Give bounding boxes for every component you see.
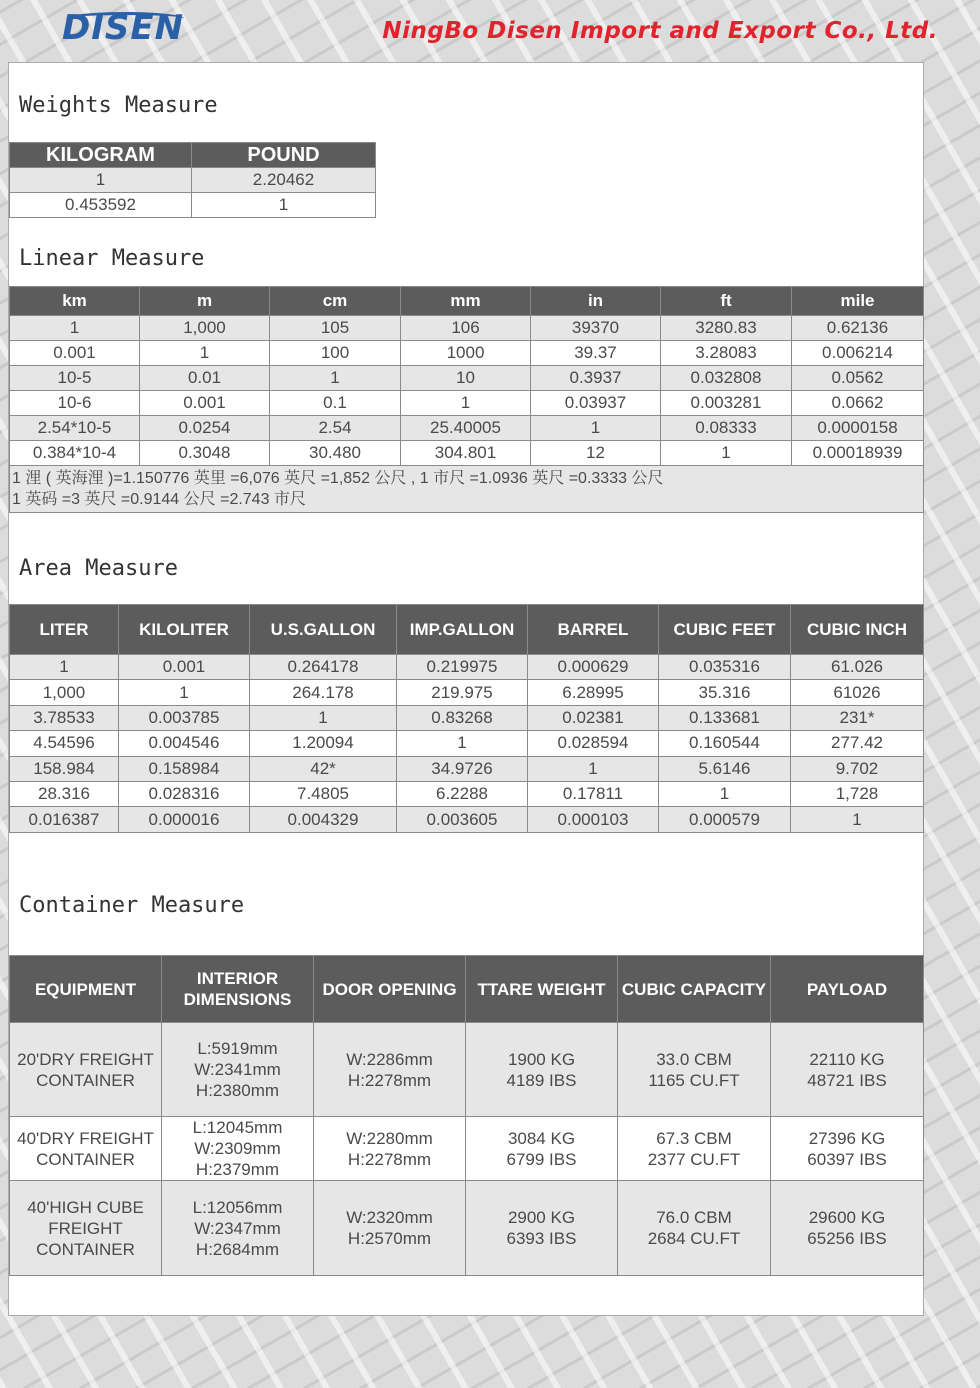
content-panel <box>8 62 924 1316</box>
table-cell: 0.160544 <box>659 731 791 756</box>
table-cell <box>466 1181 618 1276</box>
note-line: 1 浬 ( 英海浬 )=1.150776 英里 =6,076 英尺 =1,852 公尺 , 1 市尺 =1.0936 英尺 =0.3333 公尺 <box>12 470 664 487</box>
linear-header-cell: mm <box>401 287 531 316</box>
table-row <box>10 731 924 756</box>
table-row <box>10 680 924 705</box>
cell-line: L:12045mm <box>192 1118 283 1137</box>
table-cell: 304.801 <box>401 441 531 466</box>
table-cell: 1000 <box>401 341 531 366</box>
linear-header-cell: cm <box>270 287 401 316</box>
cell-line: CONTAINER <box>36 1239 135 1259</box>
area-table <box>9 604 924 833</box>
table-cell: 231* <box>791 705 924 730</box>
table-cell: 0.032808 <box>661 366 792 391</box>
table-row <box>10 655 924 680</box>
table-cell <box>618 1181 771 1276</box>
company-name: NingBo Disen Import and Export Co., Ltd. <box>382 18 938 44</box>
table-cell: 39370 <box>531 316 661 341</box>
table-cell: 1 <box>791 807 924 832</box>
cell-line: 4189 IBS <box>506 1070 577 1090</box>
table-cell <box>466 1117 618 1181</box>
table-cell: 1 <box>661 441 792 466</box>
table-cell: 0.016387 <box>10 807 119 832</box>
cell-line: 60397 IBS <box>807 1149 887 1169</box>
table-cell: 0.3048 <box>140 441 270 466</box>
table-cell: 1,000 <box>10 680 119 705</box>
table-row <box>10 1117 924 1181</box>
table-cell: 0.264178 <box>250 655 397 680</box>
linear-header-cell: m <box>140 287 270 316</box>
table-cell <box>771 1181 924 1276</box>
cell-line: 1165 CU.FT <box>648 1070 740 1090</box>
disen-logo <box>62 8 184 48</box>
table-cell: 0.133681 <box>659 705 791 730</box>
cell-line: 20'DRY FREIGHT <box>17 1049 154 1069</box>
area-header-cell: CUBIC INCH <box>791 605 924 655</box>
table-cell: 106 <box>401 316 531 341</box>
container-header-cell <box>10 956 162 1023</box>
table-cell <box>771 1023 924 1117</box>
table-cell: 0.000016 <box>119 807 250 832</box>
table-cell <box>10 1117 162 1181</box>
container-header-cell <box>314 956 466 1023</box>
table-cell: 2.54*10-5 <box>10 416 140 441</box>
table-cell: 6.28995 <box>528 680 659 705</box>
notes-row <box>10 466 924 513</box>
table-cell: 1 <box>397 731 528 756</box>
table-cell: 0.3937 <box>531 366 661 391</box>
table-cell: 9.702 <box>791 756 924 781</box>
cell-line: H:2278mm <box>347 1149 432 1169</box>
container-header-cell <box>466 956 618 1023</box>
cell-line: 76.0 CBM <box>656 1208 732 1227</box>
table-cell <box>314 1181 466 1276</box>
table-cell: 1 <box>270 366 401 391</box>
cell-line: 2377 CU.FT <box>647 1149 741 1169</box>
table-cell: 0.004546 <box>119 731 250 756</box>
cell-line: FREIGHT <box>48 1218 123 1238</box>
page-header <box>0 0 980 48</box>
table-cell: 277.42 <box>791 731 924 756</box>
table-row <box>10 441 924 466</box>
table-cell: 0.003281 <box>661 391 792 416</box>
table-cell: 0.0254 <box>140 416 270 441</box>
table-row <box>10 416 924 441</box>
container-header-cell <box>618 956 771 1023</box>
table-cell: 0.001 <box>140 391 270 416</box>
logo-text: DISEN <box>62 8 185 48</box>
header-line: CUBIC CAPACITY <box>621 979 767 999</box>
cell-line: W:2320mm <box>346 1208 433 1227</box>
table-row <box>10 366 924 391</box>
table-cell: 0.158984 <box>119 756 250 781</box>
table-cell: 0.00018939 <box>792 441 924 466</box>
cell-line: 1900 KG <box>507 1049 576 1069</box>
table-cell: 105 <box>270 316 401 341</box>
table-cell <box>10 1181 162 1276</box>
note-line: 1 英码 =3 英尺 =0.9144 公尺 =2.743 市尺 <box>12 491 306 508</box>
cell-line: 48721 IBS <box>807 1070 887 1090</box>
cell-line: H:2570mm <box>347 1229 432 1248</box>
table-cell: 0.0662 <box>792 391 924 416</box>
table-cell: 0.006214 <box>792 341 924 366</box>
notes-cell <box>10 466 924 513</box>
area-header-cell: KILOLITER <box>119 605 250 655</box>
table-cell: 28.316 <box>10 781 119 806</box>
table-cell: 0.1 <box>270 391 401 416</box>
table-cell <box>162 1117 314 1181</box>
table-cell: 1 <box>10 168 192 193</box>
cell-line: W:2347mm <box>194 1218 281 1238</box>
table-cell <box>162 1023 314 1117</box>
table-cell <box>162 1181 314 1276</box>
table-row <box>10 705 924 730</box>
cell-line: H:2278mm <box>347 1070 432 1090</box>
header-line: PAYLOAD <box>806 979 888 999</box>
table-cell: 0.028594 <box>528 731 659 756</box>
table-cell: 34.9726 <box>397 756 528 781</box>
table-cell: 1 <box>119 680 250 705</box>
header-line: INTERIOR <box>196 969 279 988</box>
table-cell: 0.000579 <box>659 807 791 832</box>
table-cell <box>771 1117 924 1181</box>
table-cell: 0.004329 <box>250 807 397 832</box>
table-row <box>10 807 924 832</box>
table-cell <box>466 1023 618 1117</box>
cell-line: 3084 KG <box>507 1128 576 1148</box>
header-line: DOOR OPENING <box>322 979 457 999</box>
weights-header-cell: POUND <box>192 143 376 168</box>
area-header-cell: LITER <box>10 605 119 655</box>
table-cell: 10 <box>401 366 531 391</box>
table-cell: 1.20094 <box>250 731 397 756</box>
table-cell: 1,728 <box>791 781 924 806</box>
table-cell: 1,000 <box>140 316 270 341</box>
cell-line: 2900 KG <box>507 1208 576 1227</box>
table-cell: 0.000103 <box>528 807 659 832</box>
table-row <box>10 781 924 806</box>
table-row <box>10 341 924 366</box>
table-cell: 0.035316 <box>659 655 791 680</box>
table-cell: 5.6146 <box>659 756 791 781</box>
table-cell: 1 <box>659 781 791 806</box>
table-cell: 0.62136 <box>792 316 924 341</box>
linear-header-cell: in <box>531 287 661 316</box>
cell-line: H:2684mm <box>195 1239 280 1259</box>
table-cell: 0.001 <box>119 655 250 680</box>
cell-line: L:12056mm <box>192 1197 283 1217</box>
table-cell: 35.316 <box>659 680 791 705</box>
table-cell: 264.178 <box>250 680 397 705</box>
area-header-cell: IMP.GALLON <box>397 605 528 655</box>
header-line: EQUIPMENT <box>34 979 137 999</box>
header-line: DIMENSIONS <box>183 990 292 1009</box>
table-cell: 0.08333 <box>661 416 792 441</box>
table-cell: 12 <box>531 441 661 466</box>
cell-line: 40'DRY FREIGHT <box>17 1128 154 1148</box>
cell-line: 65256 IBS <box>807 1229 887 1248</box>
cell-line: W:2280mm <box>346 1128 433 1148</box>
table-cell: 0.17811 <box>528 781 659 806</box>
table-cell <box>314 1023 466 1117</box>
table-cell: 39.37 <box>531 341 661 366</box>
cell-line: CONTAINER <box>36 1070 135 1090</box>
linear-table <box>9 286 924 513</box>
logo-arc <box>66 12 184 25</box>
table-cell: 1 <box>531 416 661 441</box>
area-header-cell: CUBIC FEET <box>659 605 791 655</box>
table-cell: 1 <box>250 705 397 730</box>
table-cell: 1 <box>528 756 659 781</box>
linear-header-cell: ft <box>661 287 792 316</box>
table-cell: 0.028316 <box>119 781 250 806</box>
table-cell: 10-5 <box>10 366 140 391</box>
cell-line: H:2380mm <box>195 1081 280 1100</box>
table-cell: 1 <box>192 193 376 218</box>
table-row <box>10 193 376 218</box>
linear-header-cell: km <box>10 287 140 316</box>
cell-line: L:5919mm <box>197 1039 278 1058</box>
table-cell <box>10 1023 162 1117</box>
table-cell: 3280.83 <box>661 316 792 341</box>
table-cell: 2.20462 <box>192 168 376 193</box>
container-header-cell <box>771 956 924 1023</box>
weights-title: Weights Measure <box>19 93 218 118</box>
table-row <box>10 391 924 416</box>
table-cell: 3.28083 <box>661 341 792 366</box>
table-cell: 0.0562 <box>792 366 924 391</box>
table-cell: 0.453592 <box>10 193 192 218</box>
cell-line: 40'HIGH CUBE <box>27 1197 144 1217</box>
table-cell: 0.02381 <box>528 705 659 730</box>
table-cell: 2.54 <box>270 416 401 441</box>
container-header-cell <box>162 956 314 1023</box>
area-header-cell: BARREL <box>528 605 659 655</box>
area-header-cell: U.S.GALLON <box>250 605 397 655</box>
cell-line: H:2379mm <box>195 1160 280 1179</box>
table-cell: 25.40005 <box>401 416 531 441</box>
table-cell: 42* <box>250 756 397 781</box>
table-cell: 0.003785 <box>119 705 250 730</box>
table-row <box>10 168 376 193</box>
table-cell <box>314 1117 466 1181</box>
table-cell: 3.78533 <box>10 705 119 730</box>
table-cell: 0.384*10-4 <box>10 441 140 466</box>
table-cell: 30.480 <box>270 441 401 466</box>
cell-line: 22110 KG <box>809 1049 885 1069</box>
table-cell: 0.000629 <box>528 655 659 680</box>
cell-line: W:2309mm <box>194 1139 281 1158</box>
table-row <box>10 1023 924 1117</box>
linear-header-cell: mile <box>792 287 924 316</box>
container-table <box>9 955 924 1276</box>
cell-line: W:2341mm <box>194 1060 281 1079</box>
cell-line: 33.0 CBM <box>656 1049 732 1069</box>
table-cell: 0.83268 <box>397 705 528 730</box>
table-cell: 1 <box>10 316 140 341</box>
table-cell: 0.03937 <box>531 391 661 416</box>
table-cell <box>618 1117 771 1181</box>
table-cell: 0.0000158 <box>792 416 924 441</box>
cell-line: W:2286mm <box>346 1049 433 1069</box>
header-line: TTARE WEIGHT <box>477 979 606 999</box>
table-row <box>10 1181 924 1276</box>
table-cell: 0.01 <box>140 366 270 391</box>
weights-header-cell: KILOGRAM <box>10 143 192 168</box>
table-cell: 100 <box>270 341 401 366</box>
area-title: Area Measure <box>19 556 178 581</box>
table-cell: 6.2288 <box>397 781 528 806</box>
table-cell: 0.219975 <box>397 655 528 680</box>
table-cell: 10-6 <box>10 391 140 416</box>
table-row <box>10 756 924 781</box>
container-title: Container Measure <box>19 893 245 918</box>
cell-line: 29600 KG <box>808 1208 886 1227</box>
table-cell: 1 <box>401 391 531 416</box>
table-cell: 1 <box>140 341 270 366</box>
cell-line: 27396 KG <box>808 1128 886 1148</box>
table-cell: 219.975 <box>397 680 528 705</box>
table-cell: 61026 <box>791 680 924 705</box>
table-cell: 0.003605 <box>397 807 528 832</box>
cell-line: 2684 CU.FT <box>647 1229 741 1248</box>
table-cell <box>618 1023 771 1117</box>
weights-table <box>9 142 376 218</box>
table-cell: 61.026 <box>791 655 924 680</box>
table-cell: 0.001 <box>10 341 140 366</box>
cell-line: 6393 IBS <box>506 1229 577 1248</box>
table-row <box>10 316 924 341</box>
cell-line: CONTAINER <box>36 1149 135 1169</box>
table-cell: 158.984 <box>10 756 119 781</box>
cell-line: 6799 IBS <box>506 1149 577 1169</box>
table-cell: 7.4805 <box>250 781 397 806</box>
table-cell: 4.54596 <box>10 731 119 756</box>
table-cell: 1 <box>10 655 119 680</box>
linear-title: Linear Measure <box>19 246 205 271</box>
cell-line: 67.3 CBM <box>656 1128 732 1148</box>
